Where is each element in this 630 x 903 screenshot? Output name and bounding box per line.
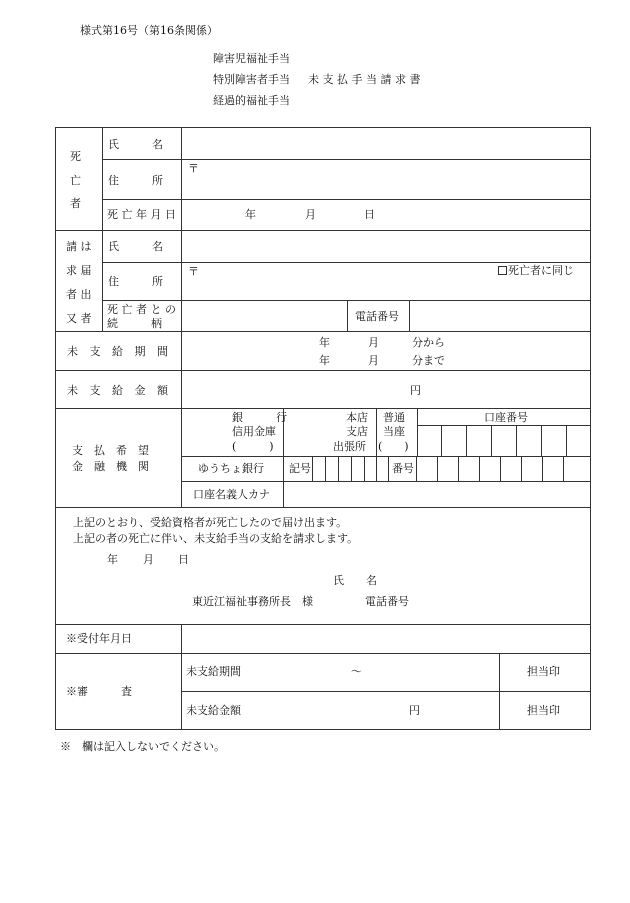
divider bbox=[347, 300, 348, 331]
head-office-label: 本店 bbox=[346, 411, 368, 424]
divider bbox=[563, 456, 564, 481]
claimant-name-label: 氏 名 bbox=[108, 240, 163, 253]
declaration-line-2: 上記の者の死亡に伴い、未支給手当の支給を請求します。 bbox=[73, 532, 359, 545]
divider bbox=[376, 456, 377, 481]
unpaid-period-from-year: 年 bbox=[319, 336, 330, 349]
deceased-section-label-2: 亡 bbox=[70, 174, 81, 187]
death-date-label: 死 亡 年 月 日 bbox=[107, 208, 176, 221]
divider bbox=[521, 456, 522, 481]
title-form-name: 未 支 払 手 当 請 求 書 bbox=[308, 73, 421, 86]
title-line-3: 経過的福祉手当 bbox=[213, 94, 290, 107]
divider bbox=[312, 456, 313, 481]
account-number-label: 口座番号 bbox=[484, 411, 528, 424]
divider bbox=[376, 408, 377, 456]
declaration-phone-label: 電話番号 bbox=[365, 595, 409, 608]
claimant-phone-field[interactable] bbox=[410, 301, 590, 331]
office-amount-label: 未支給金額 bbox=[186, 704, 241, 717]
declaration-line-1: 上記のとおり、受給資格者が死亡したので届け出ます。 bbox=[73, 516, 348, 529]
declaration-date-month: 月 bbox=[143, 553, 154, 566]
divider bbox=[437, 456, 438, 481]
divider bbox=[566, 425, 567, 456]
divider bbox=[441, 425, 442, 456]
divider bbox=[364, 456, 365, 481]
credit-union-label: 信用金庫 bbox=[232, 425, 276, 438]
account-holder-field[interactable] bbox=[284, 482, 590, 507]
yucho-symbol-label: 記号 bbox=[289, 462, 311, 475]
divider bbox=[417, 408, 418, 456]
unpaid-amount-label: 未 支 給 金 額 bbox=[67, 384, 172, 397]
divider bbox=[55, 507, 591, 508]
ordinary-account-label: 普通 bbox=[383, 411, 405, 424]
footer-note: ※ 欄は記入しないでください。 bbox=[60, 740, 225, 753]
deceased-postal-mark: 〒 bbox=[188, 162, 199, 175]
stamp-label-2: 担当印 bbox=[527, 704, 560, 717]
deceased-section-label-1: 死 bbox=[70, 150, 81, 163]
deceased-address-label: 住 所 bbox=[108, 174, 163, 187]
bank-label: 銀 行 bbox=[232, 411, 287, 424]
unpaid-period-from-month: 月 bbox=[368, 336, 379, 349]
divider bbox=[388, 456, 389, 481]
form-number: 様式第16号（第16条関係） bbox=[80, 24, 218, 37]
divider bbox=[500, 456, 501, 481]
unpaid-period-field[interactable] bbox=[182, 332, 590, 370]
relationship-field[interactable] bbox=[182, 301, 347, 331]
divider bbox=[181, 624, 182, 730]
unpaid-amount-yen: 円 bbox=[410, 384, 421, 397]
claimant-section-label-2: 求 届 bbox=[66, 264, 92, 277]
death-date-year: 年 bbox=[245, 208, 256, 221]
divider bbox=[181, 691, 591, 692]
declaration-name-label: 氏 名 bbox=[333, 574, 377, 587]
title-line-2: 特別障害者手当 bbox=[213, 73, 290, 86]
same-as-deceased-checkbox[interactable] bbox=[498, 266, 507, 275]
yucho-bank-label: ゆうちょ銀行 bbox=[198, 462, 264, 475]
deceased-name-label: 氏 名 bbox=[108, 138, 163, 151]
divider bbox=[417, 425, 591, 426]
death-date-month: 月 bbox=[305, 208, 316, 221]
claimant-section-label-1: 請 は bbox=[66, 240, 92, 253]
declaration-date-year: 年 bbox=[107, 553, 118, 566]
unpaid-period-to: 分まで bbox=[412, 354, 445, 367]
divider bbox=[541, 425, 542, 456]
divider bbox=[351, 456, 352, 481]
office-use-table bbox=[55, 624, 591, 730]
divider bbox=[516, 425, 517, 456]
divider bbox=[499, 653, 500, 730]
divider bbox=[55, 653, 591, 654]
divider bbox=[325, 456, 326, 481]
sub-branch-label: 出張所 bbox=[333, 440, 366, 453]
divider bbox=[416, 456, 417, 481]
deceased-section-label-3: 者 bbox=[70, 197, 81, 210]
branch-label: 支店 bbox=[346, 425, 368, 438]
same-as-deceased-label: 死亡者に同じ bbox=[508, 264, 574, 277]
claimant-name-field[interactable] bbox=[182, 231, 590, 262]
yucho-number-label: 番号 bbox=[392, 462, 414, 475]
divider bbox=[458, 456, 459, 481]
office-period-label: 未支給期間 bbox=[186, 665, 241, 678]
claimant-address-label: 住 所 bbox=[108, 275, 163, 288]
review-label: ※審 査 bbox=[66, 685, 132, 698]
declaration-addressee: 東近江福祉事務所長 様 bbox=[192, 595, 313, 608]
bank-section-label-1: 支 払 希 望 bbox=[72, 444, 149, 457]
unpaid-period-to-year: 年 bbox=[319, 354, 330, 367]
unpaid-period-label: 未 支 給 期 間 bbox=[67, 345, 172, 358]
stamp-label-1: 担当印 bbox=[527, 665, 560, 678]
death-date-day: 日 bbox=[364, 208, 375, 221]
declaration-date-day: 日 bbox=[178, 553, 189, 566]
deceased-name-field[interactable] bbox=[182, 128, 590, 159]
divider bbox=[542, 456, 543, 481]
title-line-1: 障害児福祉手当 bbox=[213, 52, 290, 65]
deceased-address-field[interactable] bbox=[182, 160, 590, 199]
bank-section-label-2: 金 融 機 関 bbox=[72, 460, 149, 473]
claimant-section-label-3: 者 出 bbox=[66, 288, 92, 301]
divider bbox=[491, 425, 492, 456]
claimant-phone-label: 電話番号 bbox=[355, 310, 399, 323]
unpaid-amount-field[interactable] bbox=[182, 371, 590, 408]
bank-type-paren: ( ) bbox=[232, 440, 274, 453]
relationship-label-2: 続 柄 bbox=[107, 317, 162, 330]
office-period-tilde: ～ bbox=[351, 665, 362, 678]
relationship-label-1: 死 亡 者 と の bbox=[107, 303, 176, 316]
claimant-postal-mark: 〒 bbox=[188, 265, 199, 278]
divider bbox=[181, 456, 591, 457]
divider bbox=[479, 456, 480, 481]
divider bbox=[466, 425, 467, 456]
unpaid-period-to-month: 月 bbox=[368, 354, 379, 367]
current-account-label: 当座 bbox=[383, 425, 405, 438]
claimant-address-field[interactable] bbox=[182, 263, 482, 300]
office-amount-yen: 円 bbox=[409, 704, 420, 717]
death-date-field[interactable] bbox=[182, 200, 590, 230]
unpaid-period-from: 分から bbox=[412, 336, 445, 349]
account-holder-label: 口座名義人カナ bbox=[193, 488, 270, 501]
received-date-label: ※受付年月日 bbox=[66, 632, 132, 645]
claimant-section-label-4: 又 者 bbox=[66, 312, 92, 325]
divider bbox=[338, 456, 339, 481]
divider bbox=[102, 127, 103, 331]
account-type-paren: ( ) bbox=[378, 440, 409, 453]
